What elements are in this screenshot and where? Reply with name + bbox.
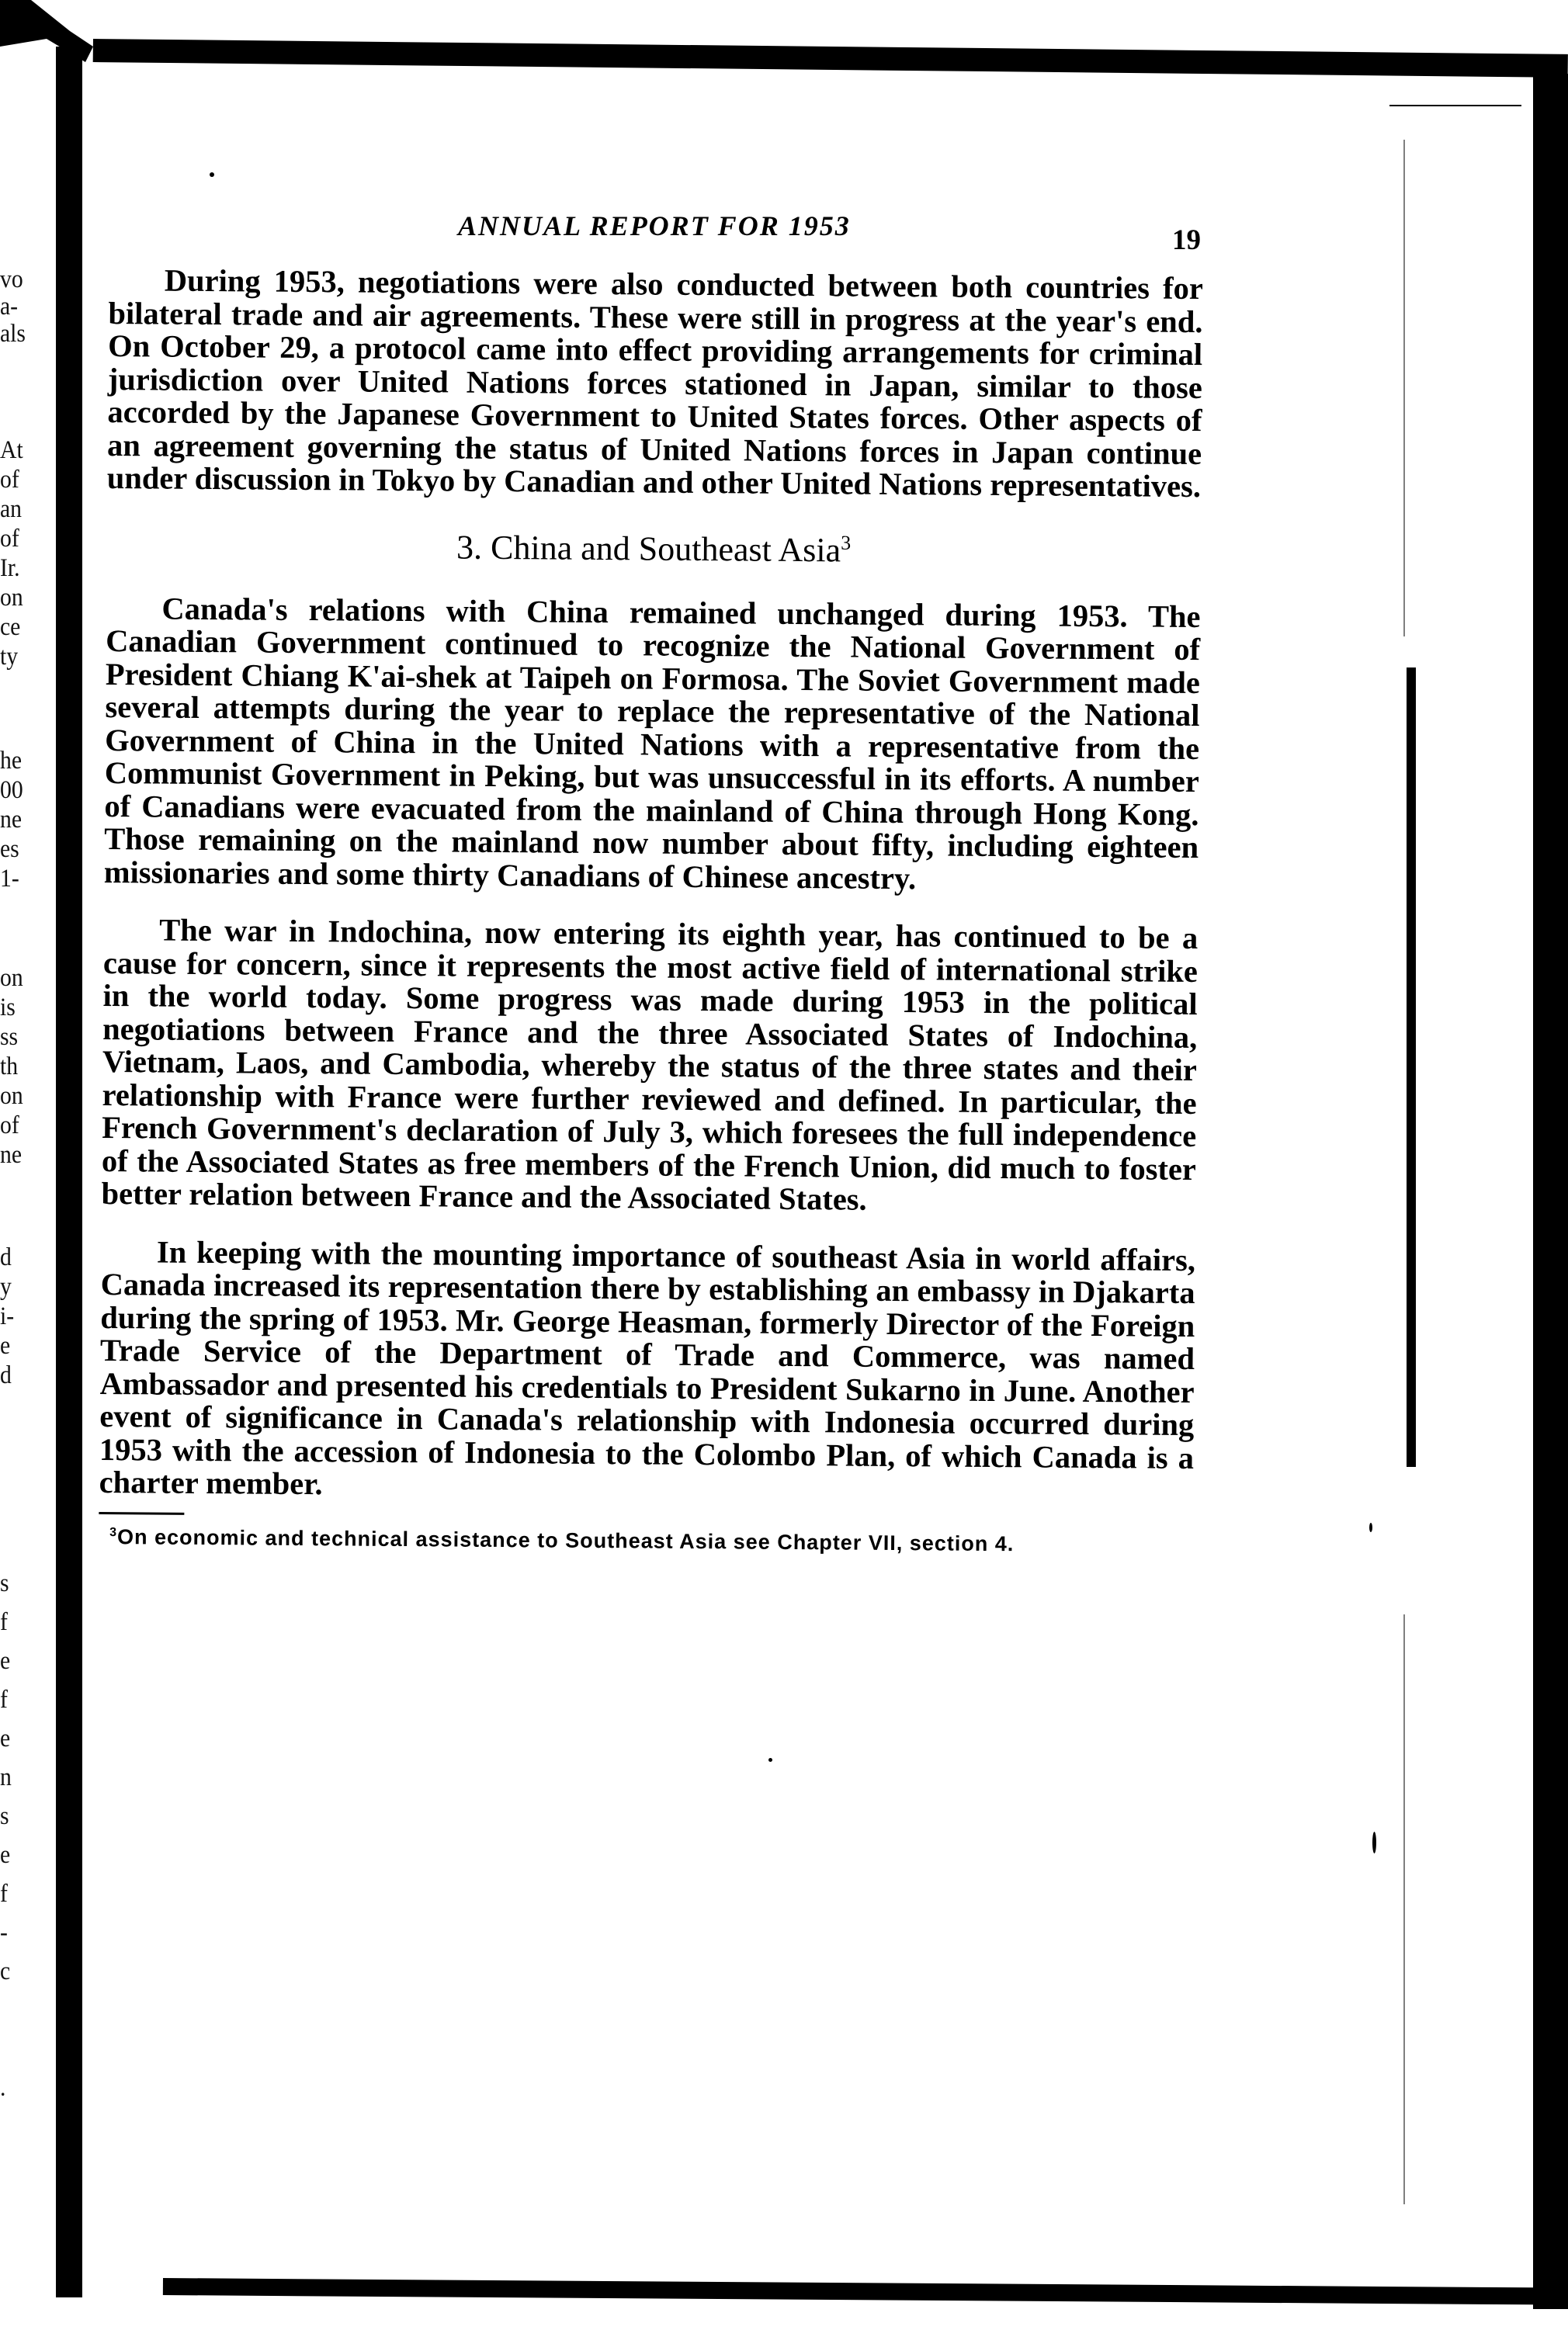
edge-fragment: s (0, 1802, 9, 1830)
edge-fragment: e (0, 1725, 11, 1753)
page-number: 19 (1172, 224, 1201, 256)
scan-border-left (56, 47, 82, 2297)
edge-fragment: ne (0, 1141, 23, 1169)
edge-fragment: n (0, 1763, 12, 1791)
section-heading-text: 3. China and Southeast Asia (456, 528, 841, 569)
edge-fragment: vo (0, 265, 23, 293)
edge-fragment: s (0, 1569, 9, 1597)
edge-fragment: f (0, 1608, 8, 1636)
edge-fragment: e (0, 1332, 11, 1360)
edge-fragment: - (0, 1919, 8, 1947)
edge-fragment: y (0, 1273, 12, 1301)
edge-fragment: als (0, 320, 26, 348)
scan-faint-line (1403, 140, 1405, 636)
scan-border-bottom (163, 2278, 1545, 2304)
edge-fragment: . (0, 2074, 6, 2102)
paragraph-japan: During 1953, negotiations were also conducted between both countries for bilateral trade and air agreements. These were still in progress at the year's end. On October 29, a protocol came into effect providing arrangements for criminal jurisdiction over United Nations forces stationed in Japan, similar to those accorded by the Japanese Government to United States forces. Other aspects of an agreement governing the status of United Nations forces in Japan continue under discussion in Tokyo by Canadian and other United Nations representatives. (106, 262, 1203, 505)
scan-speck (1372, 1832, 1376, 1853)
edge-fragment: e (0, 1647, 11, 1675)
scan-border-right (1533, 74, 1568, 2309)
edge-fragment: ne (0, 806, 23, 834)
edge-fragment: Ir. (0, 554, 20, 582)
section-heading-note-marker: 3 (841, 531, 852, 554)
edge-fragment: es (0, 835, 19, 863)
edge-fragment: on (0, 964, 23, 992)
scan-faint-line (1403, 1614, 1405, 2204)
running-title: ANNUAL REPORT FOR 1953 (458, 210, 851, 241)
scan-speck (768, 1758, 772, 1762)
paragraph-indonesia: In keeping with the mounting importance of southeast Asia in world affairs, Canada increased its representation there by establishing an embassy in Djakarta during the spring of 1953. Mr. George Heasman, formerly Director of the Foreign Trade Service of the Department of Trade and Commerce, was named Ambassador and presented his credentials to President Sukarno in June. Another event of significance in Canada's relationship with Indonesia occurred during 1953 with the accession of Indonesia to the Colombo Plan, of which Canada is a charter member. (99, 1234, 1196, 1502)
scan-line (1389, 105, 1521, 106)
paragraph-china: Canada's relations with China remained unchanged during 1953. The Canadian Government continued to recognize the National Government of President Chiang K'ai-shek at Taipeh on Formosa. The Soviet Government made several attempts during the year to replace the representative of the National Government of China in the United Nations with a representative from the Communist Government in Peking, but was unsuccessful in its efforts. A number of Canadians were evacuated from the mainland of China through Hong Kong. Those remaining on the mainland now number about fifty, including eighteen missionaries and some thirty Canadians of Chinese ancestry. (103, 591, 1201, 896)
edge-fragment: ce (0, 613, 21, 641)
edge-fragment: an (0, 495, 23, 523)
paragraph-indochina: The war in Indochina, now entering its eighth year, has continued to be a cause for concern, since it represents the most active field of international strike in the world today. Some progress was made during 1953 in the political negotiations between France and the three Associated States of Indochina, Vietnam, Laos, and Cambodia, whereby the status of the three states and their relationship with France were further reviewed and defined. In particular, the French Government's declaration of July 3, which foresees the full independence of the Associated States as free members of the French Union, did much to foster better relation between France and the Associated States. (101, 912, 1199, 1217)
edge-fragment: he (0, 747, 23, 775)
edge-fragment: on (0, 584, 23, 612)
edge-fragment: f (0, 1880, 8, 1908)
edge-fragment: c (0, 1957, 11, 1985)
edge-fragment: of (0, 525, 19, 553)
edge-fragment: th (0, 1052, 19, 1080)
scan-speck (1369, 1523, 1372, 1532)
edge-fragment: d (0, 1361, 12, 1389)
footnote-rule (99, 1511, 184, 1514)
edge-fragment: i- (0, 1302, 15, 1330)
edge-fragment: is (0, 993, 16, 1021)
scan-margin-bar (1407, 667, 1416, 1467)
scan-border-top (93, 39, 1568, 78)
edge-fragment: ty (0, 643, 19, 671)
edge-fragment: At (0, 436, 23, 464)
scan-speck (210, 172, 214, 177)
edge-fragment: 00 (0, 776, 23, 804)
edge-fragment: e (0, 1841, 11, 1869)
edge-fragment: d (0, 1243, 12, 1271)
scan-corner-mark (0, 0, 93, 93)
edge-fragment: ss (0, 1023, 19, 1051)
edge-fragment: f (0, 1686, 8, 1714)
body-text (99, 264, 1203, 1558)
edge-fragment: 1- (0, 865, 19, 893)
edge-fragment: of (0, 1111, 19, 1139)
edge-fragment: of (0, 466, 19, 494)
edge-fragment: on (0, 1082, 23, 1110)
footnote (99, 1524, 1193, 1557)
section-heading (106, 524, 1201, 572)
footnote-text: On economic and technical assistance to Southeast Asia see Chapter VII, section 4. (116, 1524, 1015, 1555)
edge-fragment: a- (0, 293, 19, 321)
footnote-marker: 3 (109, 1525, 118, 1539)
